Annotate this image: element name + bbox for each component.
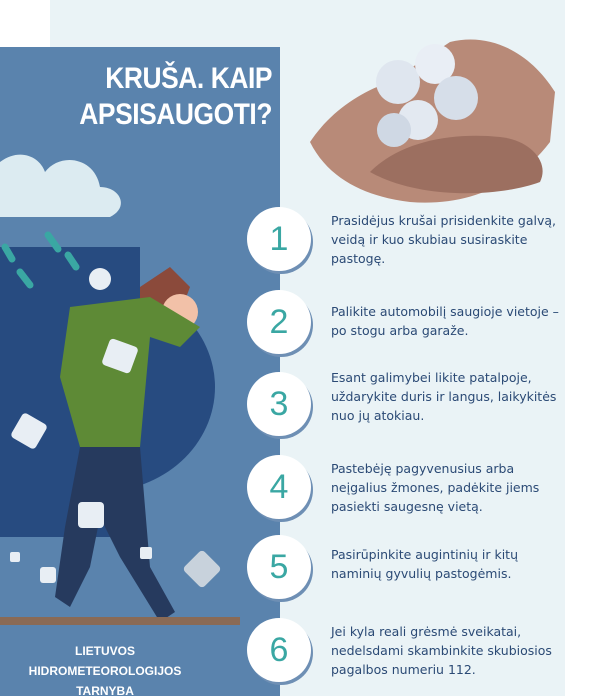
step-5 [247, 535, 567, 605]
step-3 [247, 372, 567, 442]
step-number-badge: 1 [247, 207, 311, 271]
step-number-badge: 6 [247, 618, 311, 682]
hail-person-illustration [0, 47, 280, 696]
step-number-badge: 2 [247, 290, 311, 354]
step-number-badge: 5 [247, 535, 311, 599]
step-6 [247, 618, 567, 688]
step-2 [247, 290, 567, 360]
step-text: Esant galimybei likite patalpoje, uždarykite duris ir langus, laikykitės nuo jų atokiau. [331, 370, 557, 423]
step-text: Prasidėjus krušai prisidenkite galvą, veidą ir kuo skubiau susiraskite pastogę. [331, 213, 556, 266]
step-text: Pastebėję pagyvenusius arba neįgalius žmones, padėkite jiems pasiekti saugesnę vietą. [331, 461, 540, 514]
step-4 [247, 455, 567, 525]
hailstones-in-hands-photo [300, 22, 560, 207]
organization-line-2: TARNYBA [76, 684, 134, 696]
page-title [79, 61, 272, 133]
organization-name [0, 641, 210, 696]
step-1 [247, 207, 567, 277]
title-line-2: APSISAUGOTI? [79, 98, 272, 131]
step-number-badge: 3 [247, 372, 311, 436]
cloud-icon [0, 155, 121, 217]
illustration-panel [0, 47, 280, 696]
organization-line-1: LIETUVOS HIDROMETEOROLOGIJOS [28, 644, 182, 678]
step-text: Palikite automobilį saugioje vietoje – po stogu arba garaže. [331, 304, 559, 338]
step-text: Pasirūpinkite augintinių ir kitų naminių gyvulių pastogėmis. [331, 547, 518, 581]
title-line-1: KRUŠA. KAIP [105, 62, 272, 95]
step-number-badge: 4 [247, 455, 311, 519]
step-text: Jei kyla reali grėsmė sveikatai, nedelsdami skambinkite skubiosios pagalbos numeriu 112. [331, 624, 552, 677]
